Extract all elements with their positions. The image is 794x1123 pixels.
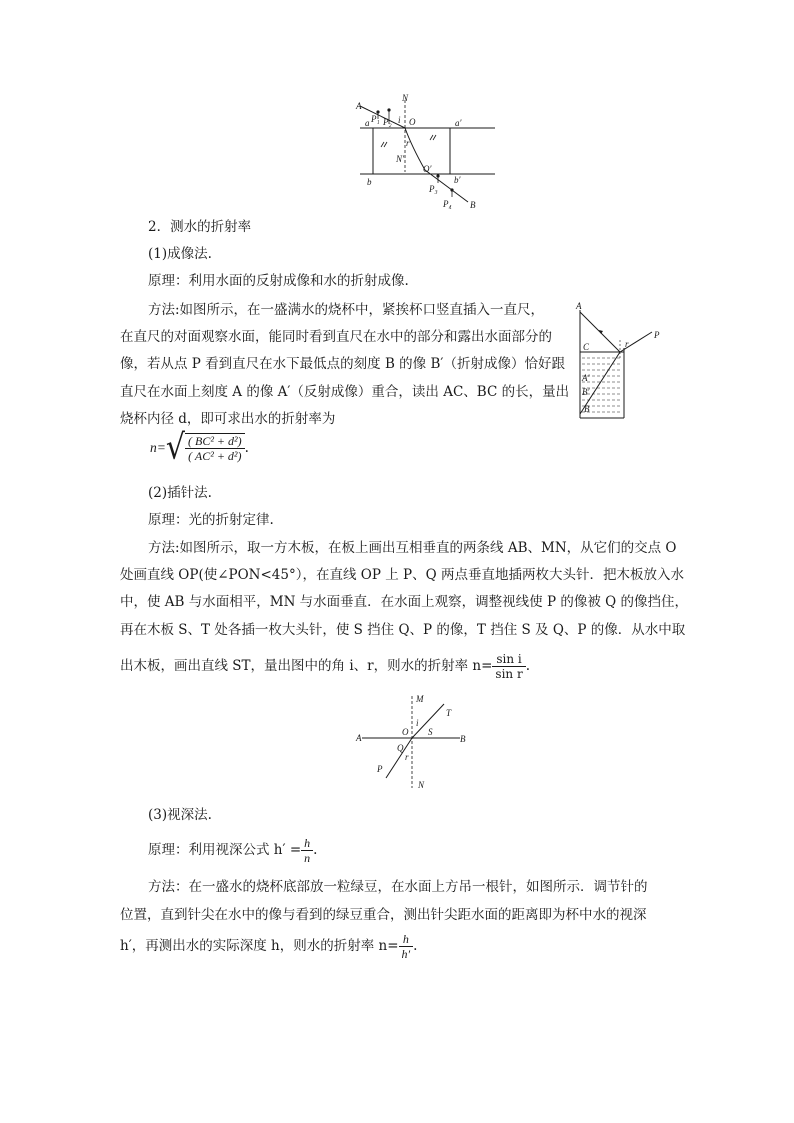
fig1-label: a′ xyxy=(455,118,462,128)
fig3-label: A xyxy=(356,733,362,743)
hh-fraction xyxy=(399,932,414,961)
fig1-label: a xyxy=(365,118,370,128)
formula-lhs: n= xyxy=(150,440,166,455)
fig1-label: O′ xyxy=(423,164,432,174)
section-title: 2．测水的折射率 xyxy=(148,219,252,235)
fig2-label: B′ xyxy=(582,387,590,397)
method2-heading: (2)插针法. xyxy=(148,485,212,501)
figure-glass-block xyxy=(350,92,510,212)
denominator: h′ xyxy=(401,946,411,961)
fig2-label: r xyxy=(625,339,629,349)
fig3-label: S xyxy=(428,727,433,737)
fig2-label: A′ xyxy=(582,373,590,383)
method1-line: 方法:如图所示，在一盛满水的烧杯中，紧挨杯口竖直插入一直尺， xyxy=(148,302,545,318)
formula-sqrt xyxy=(150,427,249,468)
numerator: h xyxy=(399,932,414,947)
hn-fraction xyxy=(301,836,313,865)
method2-line: 处画直线 OP(使∠PON<45°），在直线 OP 上 P、Q 两点垂直地插两枚大头针．把木板放入水 xyxy=(120,567,684,583)
fraction xyxy=(185,433,245,463)
fig2-label: C xyxy=(583,342,590,352)
fig1-label: A xyxy=(356,101,362,111)
method1-line: 在直尺的对面观察水面，能同时看到直尺在水中的部分和露出水面部分的 xyxy=(120,329,552,345)
figure-pin-method xyxy=(352,690,472,794)
method2-line: 中，使 AB 与水面相平，MN 与水面垂直．在水面上观察，调整视线使 P 的像被 Q 的像挡住， xyxy=(120,594,688,610)
fig1-label: r xyxy=(406,138,410,148)
method1-heading: (1)成像法. xyxy=(148,246,212,262)
numerator: ( BC² + d²) xyxy=(185,434,245,449)
formula-end: . xyxy=(413,938,418,954)
method3-principle-text: 原理：利用视深公式 h′ = xyxy=(148,842,302,858)
fig1-label: B xyxy=(470,200,476,210)
fig1-label: P₂ xyxy=(383,117,392,127)
fig1-label: O xyxy=(409,117,416,127)
fig2-label: A xyxy=(576,301,582,311)
numerator: sin i xyxy=(492,652,525,667)
formula-end: . xyxy=(313,842,318,858)
fig3-label: P xyxy=(377,764,383,774)
formula-end: . xyxy=(244,440,249,456)
fig3-label: i xyxy=(416,718,419,728)
fig3-label: B xyxy=(460,734,466,744)
denominator: ( AC² + d²) xyxy=(188,449,242,463)
method3-heading: (3)视深法. xyxy=(148,807,212,823)
fig3-label: N xyxy=(418,780,425,790)
fig1-label: b′ xyxy=(454,175,461,185)
fig3-label: M xyxy=(416,694,424,704)
fig1-label: N′ xyxy=(396,154,404,164)
method3-line: 位置，直到针尖在水中的像与看到的绿豆重合，测出针尖距水面的距离即为杯中水的视深 xyxy=(120,907,647,923)
denominator: n xyxy=(304,850,311,865)
method2-principle: 原理：光的折射定律. xyxy=(148,512,274,528)
fig1-label: i xyxy=(398,115,401,125)
fig1-label: N xyxy=(402,93,409,103)
method3-principle xyxy=(148,832,317,868)
denominator: sin r xyxy=(495,666,523,681)
fig3-label: r xyxy=(405,752,409,762)
method3-last-line xyxy=(120,928,417,964)
fig2-label: P xyxy=(654,330,660,340)
fig1-label: P₄ xyxy=(443,199,452,209)
method3-line: 方法：在一盛水的烧杯底部放一粒绿豆，在水面上方吊一根针，如图所示．调节针的 xyxy=(148,879,648,895)
fig1-label: P₃ xyxy=(429,184,438,194)
formula-end: . xyxy=(525,658,530,674)
numerator: h xyxy=(301,836,313,851)
method2-last-line xyxy=(120,648,530,684)
fig2-label: B xyxy=(584,404,590,414)
fig1-label: b xyxy=(367,177,372,187)
method1-line: 直尺在水面上刻度 A 的像 A′（反射成像）重合，读出 AC、BC 的长，量出 xyxy=(120,384,570,400)
figure-beaker xyxy=(572,300,668,422)
fig3-label: O xyxy=(402,727,409,737)
fig3-label: T xyxy=(446,708,452,718)
fig1-label: P₁ xyxy=(371,114,380,124)
method3-line: h′，再测出水的实际深度 h，则水的折射率 n= xyxy=(120,938,399,954)
method1-principle: 原理：利用水面的反射成像和水的折射成像. xyxy=(148,273,409,289)
method2-line: 再在木板 S、T 处各插一枚大头针，使 S 挡住 Q、P 的像，T 挡住 S 及 Q、P 的像．从水中取 xyxy=(120,622,686,638)
sqrt: √ $\frac{\text{( BC² + d²)}}{\text{( AC² + d²)}}$ xyxy=(166,433,245,463)
method1-line: 烧杯内径 d，即可求出水的折射率为 xyxy=(120,411,336,427)
method2-line: 方法:如图所示，取一方木板，在板上画出互相垂直的两条线 AB、MN，从它们的交点 O xyxy=(148,540,677,556)
method1-line: 像，若从点 P 看到直尺在水下最低点的刻度 B 的像 B′（折射成像）恰好跟 xyxy=(120,356,565,372)
method2-line: 出木板，画出直线 ST，量出图中的角 i、r，则水的折射率 n= xyxy=(120,658,493,674)
fig3-label: Q xyxy=(397,743,404,753)
sin-fraction xyxy=(492,652,525,681)
